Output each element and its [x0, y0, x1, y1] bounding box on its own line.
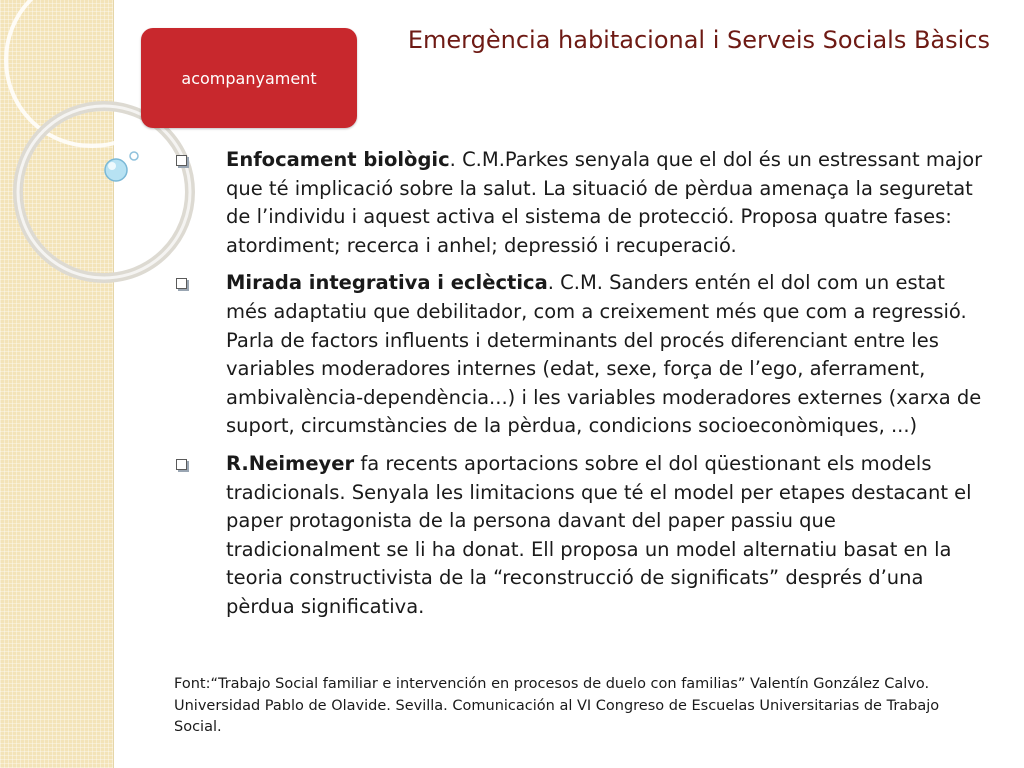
bullet-term: Mirada integrativa i eclèctica: [226, 271, 548, 295]
bullet-term: Enfocament biològic: [226, 148, 450, 171]
bullet-term: R.Neimeyer: [226, 451, 355, 475]
bullet-list: [172, 146, 990, 631]
bullet-item: [172, 450, 990, 622]
bullet-text: fa recents aportacions sobre el dol qüestionant els models tradicionals. Senyala les limitacions que té el model per etapes destacant el paper protagonista de la persona davant del paper passiu que tradicionalment se li ha donat. Ell proposa un model alternatiu basat en la teoria constructivista de la “reconstrucció de significats” després d’una pèrdua significativa.: [226, 451, 972, 618]
bullet-item: [172, 146, 990, 260]
bullet-text: . C.M.Parkes senyala que el dol és un estressant major que té implicació sobre la salut. La situació de pèrdua amenaça la seguretat de l’individu i aquest activa el sistema de protecció. Proposa quatre fases: atordiment; recerca i anhel; depressió i recuperació.: [226, 148, 983, 257]
checkbox-bullet-icon: [176, 459, 187, 470]
bullet-text: . C.M. Sanders entén el dol com un estat més adaptatiu que debilitador, com a creixement més que com a regressió. Parla de factors influents i determinants del procés diferenciant entre les variables moderadores internes (edat, sexe, força de l’ego, aferrament, ambivalència-dependència...) i les variables moderadores externes (xarxa de suport, circumstàncies de la pèrdua, condicions socioeconòmiques, ...): [226, 271, 982, 438]
checkbox-bullet-icon: [176, 155, 187, 166]
checkbox-bullet-icon: [176, 278, 187, 289]
section-badge: [141, 28, 357, 128]
bullet-item: [172, 269, 990, 441]
section-badge-label: acompanyament: [181, 68, 317, 88]
source-citation: Font:“Trabajo Social familiar e intervención en procesos de duelo con familias” Valentín González Calvo. Universidad Pablo de Olavide. Sevilla. Comunicación al VI Congreso de Escuelas Universitarias de Trabajo Social.: [174, 676, 940, 735]
slide-title: Emergència habitacional i Serveis Socials Bàsics: [407, 26, 990, 54]
